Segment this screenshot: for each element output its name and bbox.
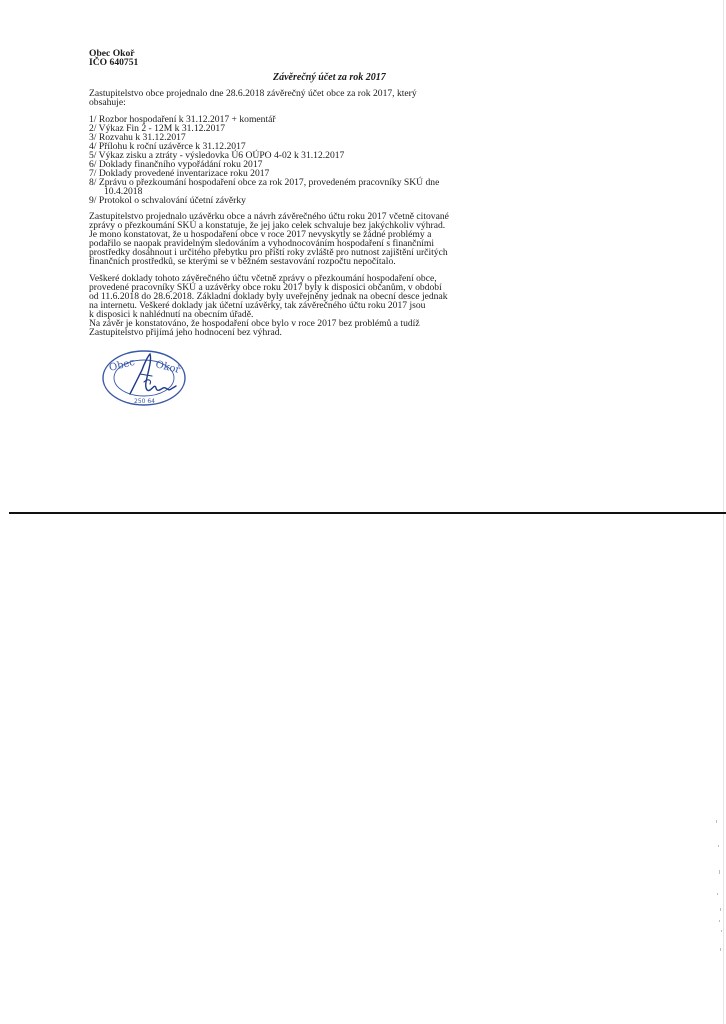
paragraph-line: k disposici k nahlédnutí na obecním úřadě. [89,309,254,320]
paragraph-line: Veškeré doklady tohoto závěrečného účtu včetně zprávy o přezkoumání hospodaření obce, [89,273,437,284]
list-item: 9/ Protokol o schvalování účetní závěrky [89,195,246,206]
list-item-continuation: 10.4.2018 [104,186,143,197]
paragraph-line: zprávy o přezkoumání SKÚ a konstatuje, že jej jako celek schvaluje bez jakýchkoliv výhrad. [89,220,446,231]
official-stamp-with-signature [100,348,196,412]
list-item: 5/ Výkaz zisku a ztráty - výsledovka Ú6 OÚPO 4-02 k 31.12.2017 [89,150,345,161]
list-item: 8/ Zprávu o přezkoumání hospodaření obce za rok 2017, provedeném pracovníky SKÚ dne [89,177,440,188]
paragraph-line: Zastupitelstvo přijímá jeho hodnocení bez výhrad. [89,327,282,338]
list-item: 1/ Rozbor hospodaření k 31.12.2017 + komentář [89,114,276,125]
org-name: Obec Okoř [89,48,135,59]
list-item: 7/ Doklady provedené inventarizace roku 2017 [89,168,270,179]
svg-text:Obec: Obec [108,356,137,374]
paragraph-line: Na závěr je konstatováno, že hospodaření obce bylo v roce 2017 bez problémů a tudíž [89,318,420,329]
paragraph-line: Zastupitelstvo projednalo uzávěrku obce a návrh závěrečného účtu roku 2017 včetně citované [89,211,449,222]
paragraph-line: finančních prostředků, se kterými se v běžném sestavování rozpočtu nepočítalo. [89,256,396,267]
paragraph-line: Je mono konstatovat, že u hospodaření obce v roce 2017 nevyskytly se žádné problémy a [89,229,432,240]
document-title: Závěrečný účet za rok 2017 [273,72,386,83]
paragraph-line: na internetu. Veškeré doklady jak účetní uzávěrky, tak závěrečného účtu roku 2017 jsou [89,300,426,311]
list-item: 4/ Přílohu k roční uzávěrce k 31.12.2017 [89,141,246,152]
paragraph-line: provedené pracovníky SKÚ a uzávěrky obce roku 2017 byly k disposici občanům, v období [89,282,442,293]
list-item: 3/ Rozvahu k 31.12.2017 [89,132,186,143]
list-item: 2/ Výkaz Fin 2 - 12M k 31.12.2017 [89,123,225,134]
org-id: IČO 640751 [89,57,139,68]
paragraph-line: podařilo se naopak pravidelným sledováním a vyhodnocováním hospodaření s finančními [89,238,435,249]
svg-text:Okoř: Okoř [154,359,182,376]
paragraph-line: prostředky dosáhnout i určitého přebytku pro příští roky zvláště pro nutnost zajištění určitých [89,247,448,258]
paragraph-line: od 11.6.2018 do 28.6.2018. Základní doklady byly uveřejněny jednak na obecní desce jednak [89,291,448,302]
list-item: 6/ Doklady finančního vypořádání roku 2017 [89,159,263,170]
intro-line: Zastupitelstvo obce projednalo dne 28.6.2018 závěrečný účet obce za rok 2017, který [89,88,417,99]
svg-text:250 64: 250 64 [134,398,155,405]
intro-line: obsahuje: [89,97,126,108]
horizontal-rule [9,512,726,514]
